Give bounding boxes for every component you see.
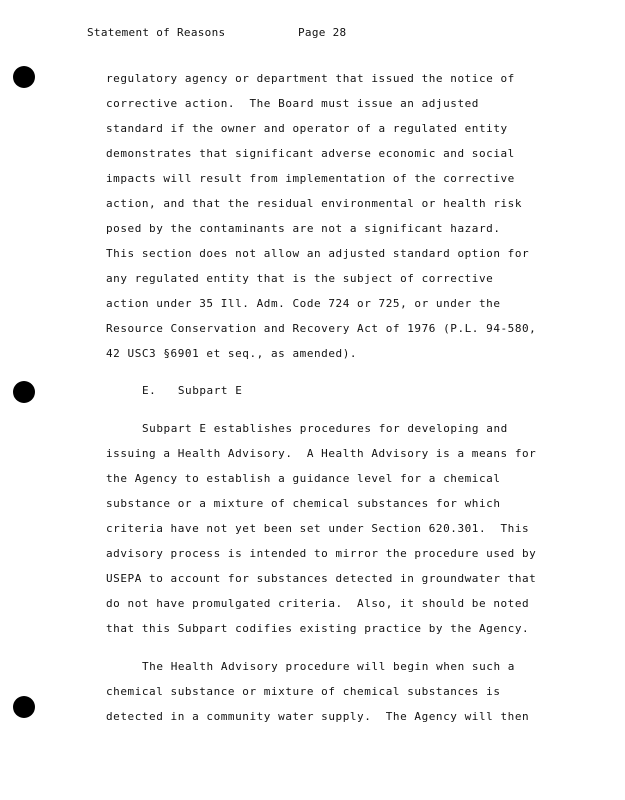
body-line: standard if the owner and operator of a regulated entity — [106, 122, 508, 135]
body-line: This section does not allow an adjusted standard option for — [106, 247, 530, 260]
body-line: detected in a community water supply. The Agency will then — [106, 710, 530, 723]
punch-hole — [13, 381, 35, 403]
body-line: demonstrates that significant adverse economic and social — [106, 147, 515, 160]
body-line: corrective action. The Board must issue an adjusted — [106, 97, 479, 110]
section-heading: E. Subpart E — [142, 384, 243, 397]
body-line: that this Subpart codifies existing practice by the Agency. — [106, 622, 530, 635]
body-line: issuing a Health Advisory. A Health Advisory is a means for — [106, 447, 537, 460]
body-line: posed by the contaminants are not a significant hazard. — [106, 222, 501, 235]
body-line: regulatory agency or department that issued the notice of — [106, 72, 515, 85]
punch-hole — [13, 696, 35, 718]
body-line: substance or a mixture of chemical substances for which — [106, 497, 501, 510]
body-line: advisory process is intended to mirror the procedure used by — [106, 547, 537, 560]
body-line: Subpart E establishes procedures for developing and — [142, 422, 508, 435]
body-line: Resource Conservation and Recovery Act of 1976 (P.L. 94-580, — [106, 322, 537, 335]
body-line: The Health Advisory procedure will begin when such a — [142, 660, 515, 673]
page-number: Page 28 — [298, 26, 347, 39]
body-line: action, and that the residual environmental or health risk — [106, 197, 523, 210]
body-line: 42 USC3 §6901 et seq., as amended). — [106, 347, 358, 360]
body-line: chemical substance or mixture of chemical substances is — [106, 685, 501, 698]
body-line: action under 35 Ill. Adm. Code 724 or 725, or under the — [106, 297, 501, 310]
body-line: the Agency to establish a guidance level for a chemical — [106, 472, 501, 485]
body-line: USEPA to account for substances detected in groundwater that — [106, 572, 537, 585]
body-line: criteria have not yet been set under Section 620.301. This — [106, 522, 530, 535]
punch-hole — [13, 66, 35, 88]
header-title: Statement of Reasons — [87, 26, 226, 39]
body-line: impacts will result from implementation of the corrective — [106, 172, 515, 185]
body-line: any regulated entity that is the subject of corrective — [106, 272, 494, 285]
body-line: do not have promulgated criteria. Also, it should be noted — [106, 597, 530, 610]
